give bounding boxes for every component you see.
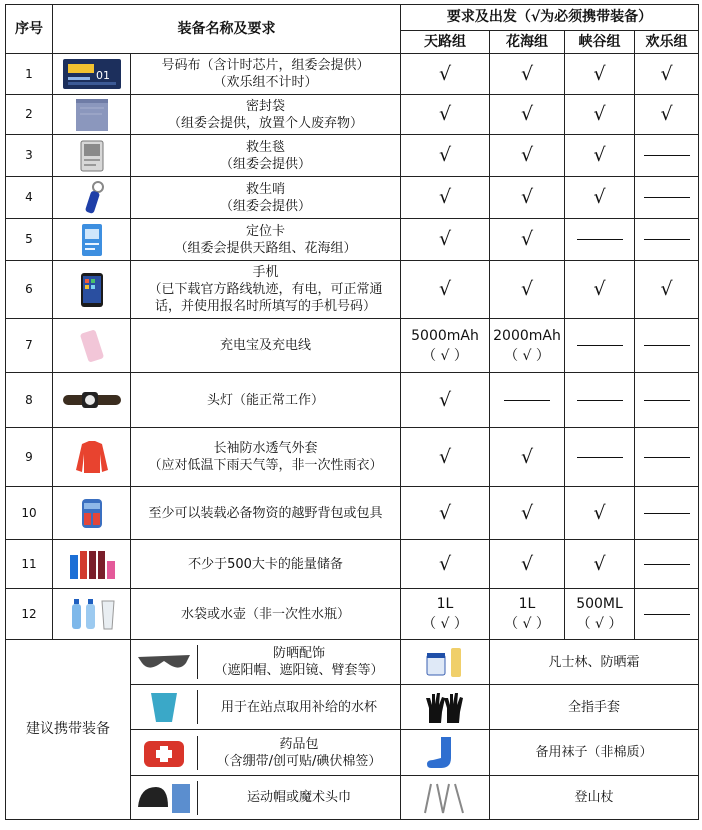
- text-line: 手机: [252, 265, 279, 280]
- table-row: [6, 261, 699, 319]
- trekking-poles-icon: [401, 776, 490, 820]
- required-capacity: 2000mAh: [493, 327, 561, 344]
- header-requirement: 要求及出发（√为必须携带装备）: [401, 5, 699, 31]
- row-index: 8: [6, 373, 53, 428]
- table-row: [6, 428, 699, 487]
- table-row: [6, 589, 699, 640]
- requirement-tianlu: [401, 373, 490, 428]
- required-mark: √: [438, 103, 452, 125]
- required-mark: √: [520, 445, 534, 468]
- item-description: [131, 95, 401, 135]
- requirement-huanle: [635, 319, 699, 373]
- requirement-xiagu: [565, 487, 635, 540]
- suggested-label: 建议携带装备: [6, 640, 131, 820]
- requirement-xiagu: [565, 219, 635, 261]
- not-required-mark: [504, 400, 550, 401]
- text-line: 话，并使用报名时所填写的手机号码）: [154, 299, 376, 314]
- required-mark: √: [520, 278, 534, 300]
- required-mark: √: [438, 552, 452, 575]
- requirement-xiagu: [565, 95, 635, 135]
- requirement-xiagu: [565, 589, 635, 640]
- suggested-left-cell: [131, 640, 401, 685]
- required-mark: √: [593, 278, 606, 300]
- text-line: （应对低温下雨天气等，非一次性雨衣）: [148, 458, 383, 473]
- required-mark: √: [520, 501, 534, 524]
- table-row: [6, 319, 699, 373]
- requirement-tianlu: [401, 219, 490, 261]
- item-description: [131, 428, 401, 487]
- row-index: 7: [6, 319, 53, 373]
- headwear-icon: [131, 781, 198, 815]
- required-mark: √: [593, 501, 606, 524]
- suggested-item-text: [198, 789, 400, 806]
- item-description: [131, 487, 401, 540]
- requirement-xiagu: [565, 261, 635, 319]
- table-row: [6, 219, 699, 261]
- first-aid-kit-icon: [131, 736, 198, 770]
- table-row: [6, 135, 699, 177]
- item-description: [131, 135, 401, 177]
- not-required-mark: [644, 239, 690, 240]
- required-mark: √: [593, 103, 606, 125]
- sock-icon: [401, 730, 490, 776]
- trail-backpack-icon: [53, 487, 131, 540]
- requirement-xiagu: [565, 177, 635, 219]
- not-required-mark: [644, 614, 690, 615]
- not-required-mark: [644, 564, 690, 565]
- mobile-phone-icon: [53, 261, 131, 319]
- row-index: 2: [6, 95, 53, 135]
- required-mark: √: [438, 278, 452, 300]
- requirement-huanle: [635, 261, 699, 319]
- required-mark: （ √ ）: [422, 347, 468, 364]
- power-bank-icon: [53, 319, 131, 373]
- required-capacity: 500ML: [576, 596, 623, 612]
- race-bib-icon: [53, 54, 131, 95]
- text-line: 不少于500大卡的能量储备: [188, 556, 343, 572]
- requirement-tianlu: [401, 589, 490, 640]
- not-required-mark: [644, 513, 690, 514]
- requirement-huanle: [635, 487, 699, 540]
- item-description: [131, 373, 401, 428]
- required-mark: √: [520, 62, 534, 85]
- text-line: 号码布（含计时芯片，组委会提供）: [161, 58, 370, 73]
- text-line: （欢乐组不计时）: [213, 75, 318, 90]
- suggested-right-text: 凡士林、防晒霜: [490, 640, 699, 685]
- row-index: 6: [6, 261, 53, 319]
- required-mark: √: [593, 186, 606, 208]
- table-row: [6, 373, 699, 428]
- whistle-icon: [53, 177, 131, 219]
- suggested-item-text: [198, 645, 400, 679]
- not-required-mark: [577, 457, 623, 458]
- requirement-tianlu: [401, 428, 490, 487]
- requirement-xiagu: [565, 373, 635, 428]
- requirement-huahai: [490, 219, 565, 261]
- requirement-tianlu: [401, 261, 490, 319]
- not-required-mark: [577, 400, 623, 401]
- requirement-tianlu: [401, 95, 490, 135]
- text-line: 至少可以装载必备物资的越野背包或包具: [148, 505, 383, 521]
- required-mark: √: [438, 144, 452, 166]
- requirement-tianlu: [401, 177, 490, 219]
- suggested-item-text: [198, 699, 400, 716]
- header-group-huanle: 欢乐组: [635, 31, 699, 54]
- header-index: 序号: [6, 5, 53, 54]
- required-mark: （ √ ）: [576, 616, 623, 632]
- item-description: [131, 319, 401, 373]
- requirement-huahai: [490, 177, 565, 219]
- row-index: 10: [6, 487, 53, 540]
- table-row: [6, 487, 699, 540]
- row-index: 4: [6, 177, 53, 219]
- jacket-icon: [53, 428, 131, 487]
- requirement-tianlu: [401, 319, 490, 373]
- row-index: 5: [6, 219, 53, 261]
- required-mark: √: [660, 278, 673, 300]
- item-description: [131, 261, 401, 319]
- text-line: 救生毯: [245, 139, 285, 155]
- item-description: [131, 219, 401, 261]
- suggested-item-text: [198, 736, 400, 770]
- text-line: 密封袋: [245, 98, 285, 114]
- row-index: 9: [6, 428, 53, 487]
- required-mark: √: [660, 62, 673, 85]
- race-bib-number: 01: [95, 69, 110, 82]
- text-line: 长袖防水透气外套: [213, 441, 318, 456]
- requirement-huahai: [490, 54, 565, 95]
- required-mark: √: [438, 186, 452, 208]
- requirement-xiagu: [565, 319, 635, 373]
- table-row: [6, 177, 699, 219]
- text-line: （组委会提供天路组、花海组）: [174, 240, 357, 256]
- required-mark: √: [520, 103, 534, 125]
- required-mark: √: [520, 186, 534, 208]
- requirement-huanle: [635, 54, 699, 95]
- requirement-xiagu: [565, 428, 635, 487]
- not-required-mark: [644, 345, 690, 346]
- equipment-grid: [5, 4, 699, 820]
- required-mark: √: [520, 228, 534, 250]
- item-description: [131, 589, 401, 640]
- requirement-xiagu: [565, 135, 635, 177]
- text-line: （组委会提供）: [219, 198, 311, 214]
- required-mark: √: [438, 501, 452, 524]
- requirement-huanle: [635, 373, 699, 428]
- row-index: 3: [6, 135, 53, 177]
- requirement-tianlu: [401, 135, 490, 177]
- gps-card-icon: [53, 219, 131, 261]
- requirement-huahai: [490, 589, 565, 640]
- suggested-right-text: 登山杖: [490, 776, 699, 820]
- header-group-tianlu: 天路组: [401, 31, 490, 54]
- required-mark: √: [438, 445, 452, 468]
- not-required-mark: [644, 197, 690, 198]
- gloves-icon: [401, 685, 490, 730]
- required-mark: （ √ ）: [504, 616, 550, 632]
- requirement-huahai: [490, 135, 565, 177]
- suggested-right-text: 备用袜子（非棉质）: [490, 730, 699, 776]
- requirement-huanle: [635, 177, 699, 219]
- required-capacity: 5000mAh: [411, 327, 479, 344]
- text-line: 用于在站点取用补给的水杯: [220, 699, 377, 715]
- cup-icon: [131, 690, 198, 724]
- requirement-huahai: [490, 319, 565, 373]
- water-bottle-icon: [53, 589, 131, 640]
- emergency-blanket-icon: [53, 135, 131, 177]
- text-line: （已下载官方路线轨迹，有电，可正常通: [148, 282, 383, 297]
- required-capacity: 1L: [436, 596, 454, 612]
- requirement-huahai: [490, 428, 565, 487]
- item-description: [131, 177, 401, 219]
- required-mark: √: [438, 388, 452, 411]
- sunscreen-icon: [401, 640, 490, 685]
- requirement-huahai: [490, 373, 565, 428]
- not-required-mark: [644, 400, 690, 401]
- requirement-huanle: [635, 135, 699, 177]
- requirement-tianlu: [401, 540, 490, 589]
- sealed-bag-icon: [53, 95, 131, 135]
- required-mark: √: [593, 552, 606, 575]
- not-required-mark: [577, 239, 623, 240]
- requirement-huahai: [490, 540, 565, 589]
- equipment-table: [5, 4, 698, 825]
- text-line: 防晒配饰: [272, 646, 325, 661]
- text-line: 药品包: [279, 736, 319, 752]
- requirement-huanle: [635, 219, 699, 261]
- item-description: [131, 54, 401, 95]
- required-mark: √: [520, 552, 534, 575]
- energy-food-icon: [53, 540, 131, 589]
- suggested-left-cell: [131, 776, 401, 820]
- text-line: 头灯（能正常工作）: [206, 392, 324, 408]
- text-line: 定位卡: [245, 223, 285, 239]
- requirement-xiagu: [565, 540, 635, 589]
- requirement-huahai: [490, 95, 565, 135]
- requirement-huanle: [635, 589, 699, 640]
- text-line: 运动帽或魔术头巾: [246, 790, 351, 805]
- suggested-left-cell: [131, 730, 401, 776]
- text-line: （遮阳帽、遮阳镜、臂套等）: [214, 663, 384, 678]
- table-row: [6, 54, 699, 95]
- header-group-huahai: 花海组: [490, 31, 565, 54]
- requirement-tianlu: [401, 54, 490, 95]
- headlamp-icon: [53, 373, 131, 428]
- not-required-mark: [577, 345, 623, 346]
- requirement-xiagu: [565, 54, 635, 95]
- required-mark: （ √ ）: [504, 347, 550, 364]
- required-mark: √: [593, 62, 606, 85]
- not-required-mark: [644, 457, 690, 458]
- required-mark: √: [438, 62, 452, 85]
- item-description: [131, 540, 401, 589]
- table-row: [6, 95, 699, 135]
- required-mark: √: [520, 144, 534, 166]
- suggested-row: [6, 640, 699, 685]
- header-group-xiagu: 峡谷组: [565, 31, 635, 54]
- required-mark: √: [660, 103, 673, 125]
- not-required-mark: [644, 155, 690, 156]
- row-index: 12: [6, 589, 53, 640]
- requirement-huanle: [635, 540, 699, 589]
- requirement-huanle: [635, 95, 699, 135]
- suggested-left-cell: [131, 685, 401, 730]
- text-line: 水袋或水壶（非一次性水瓶）: [180, 606, 350, 622]
- required-mark: √: [593, 144, 606, 166]
- text-line: （含绷带/创可贴/碘伏棉签）: [216, 753, 382, 769]
- required-mark: （ √ ）: [422, 616, 468, 632]
- required-capacity: 1L: [518, 596, 536, 612]
- text-line: （组委会提供）: [219, 156, 311, 172]
- row-index: 11: [6, 540, 53, 589]
- requirement-tianlu: [401, 487, 490, 540]
- header-item: 装备名称及要求: [53, 5, 401, 54]
- sunglasses-icon: [131, 645, 198, 679]
- text-line: 救生哨: [245, 181, 285, 197]
- table-row: [6, 540, 699, 589]
- requirement-huanle: [635, 428, 699, 487]
- row-index: 1: [6, 54, 53, 95]
- required-mark: √: [438, 228, 452, 250]
- text-line: （组委会提供，放置个人废弃物）: [167, 115, 363, 131]
- requirement-huahai: [490, 487, 565, 540]
- requirement-huahai: [490, 261, 565, 319]
- text-line: 充电宝及充电线: [219, 338, 311, 353]
- suggested-right-text: 全指手套: [490, 685, 699, 730]
